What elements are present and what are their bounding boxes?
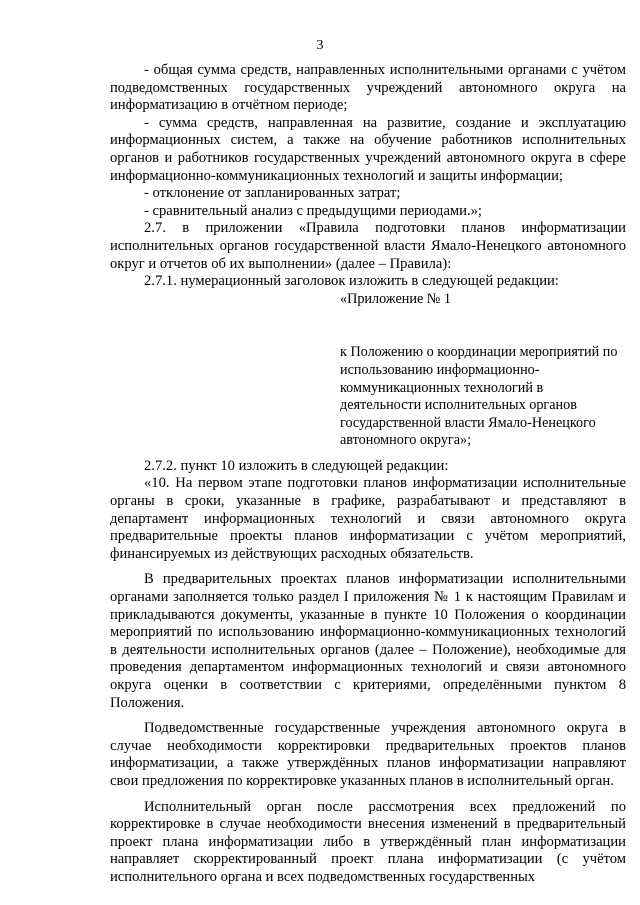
page-number: 3 <box>316 38 324 53</box>
paragraph-subordinate-institutions: Подведомственные государственные учреждения автономного округа в случае необходимости корректировки предварительных проектов планов информатизации, а также утверждённых планов информатизации направляют свои предложения по корректировке указанных планов в исполнительный орган. <box>110 720 626 789</box>
paragraph-funds-development: - сумма средств, направленная на развитие, создание и эксплуатацию информационных систем, а также на обучение работников исполнительных органов и работников государственных учреждений автономного округа в сфере информационно-коммуникационных технологий и защиты информации; <box>110 114 626 184</box>
paragraph-point-10: «10. На первом этапе подготовки планов информатизации исполнительные органы в сроки, указанные в графике, разрабатывают и представляют в департамент информационных технологий и связи автономного округа предварительные проекты планов информатизации с учётом мероприятий, финансируемых из действующих расходных обязательств. <box>110 475 626 562</box>
paragraph-comparative-analysis: - сравнительный анализ с предыдущими периодами.»; <box>144 202 482 219</box>
paragraph-2-7: 2.7. в приложении «Правила подготовки планов информатизации исполнительных органов государственной власти Ямало-Ненецкого автономного округ и отчетов об их выполнении» (далее – Правила): <box>110 220 626 272</box>
paragraph-2-7-2: 2.7.2. пункт 10 изложить в следующей редакции: <box>144 457 449 474</box>
appendix-title: «Приложение № 1 <box>340 290 451 307</box>
paragraph-executive-body: Исполнительный орган после рассмотрения всех предложений по корректировке в случае необходимости внесения изменений в предварительный проект плана информатизации либо в утверждённый план информатизации направляет скорректированный проект плана информатизации (с учётом исполнительного органа и всех подведомственных государственных <box>110 798 626 885</box>
paragraph-preliminary-projects: В предварительных проектах планов информатизации исполнительными органами заполняется только раздел I приложения № 1 к настоящим Правилам и прикладываются документы, указанные в пункте 10 Положения о координации мероприятий по использованию информационно-коммуникационных технологий в деятельности исполнительных органов (далее – Положение), необходимые для проведения департаментом информационных технологий и связи автономного округа оценки в соответствии с критериями, определёнными пунктом 8 Положения. <box>110 571 626 711</box>
paragraph-deviation: - отклонение от запланированных затрат; <box>144 185 401 202</box>
paragraph-2-7-1: 2.7.1. нумерационный заголовок изложить в следующей редакции: <box>144 273 559 290</box>
paragraph-total-funds: - общая сумма средств, направленных исполнительными органами с учётом подведомственных государственных учреждений автономного округа на информатизацию в отчётном периоде; <box>110 62 626 114</box>
appendix-heading-block <box>340 291 626 450</box>
appendix-subtitle: к Положению о координации мероприятий по использованию информационно-коммуникационных технологий в деятельности исполнительных органов государственной власти Ямало-Ненецкого автономного округа»; <box>340 344 618 449</box>
document-body <box>110 62 626 887</box>
